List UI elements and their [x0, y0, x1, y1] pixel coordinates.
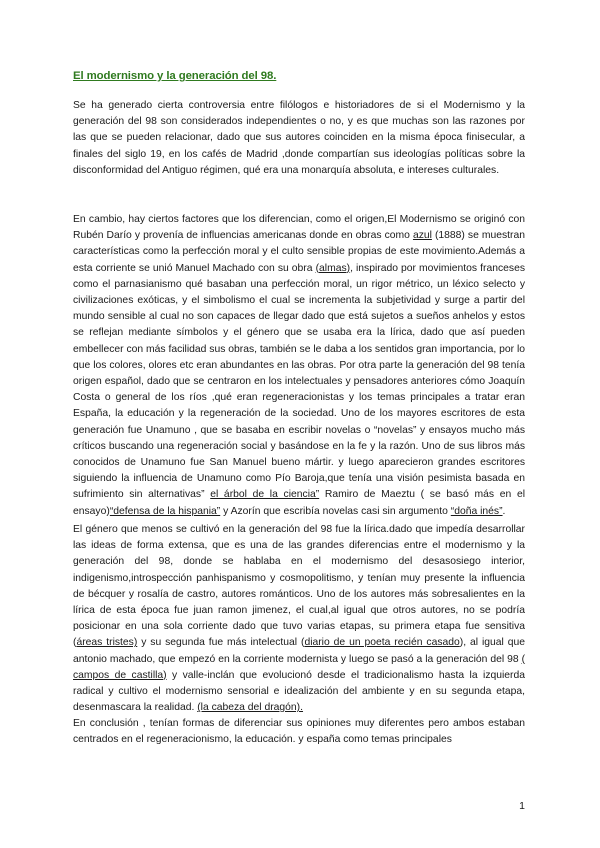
work-title-azul: azul: [412, 230, 432, 242]
work-title-campos-de-castilla: ( campos de castilla): [73, 653, 526, 681]
p3-text-4: y valle-inclán que evolucionó desde el tradicionalismo hasta la izquierda radical y cultivo el modernismo sensorial e idealización del ambiente y en su segunda etapa, desenmascara la realidad.: [73, 669, 525, 714]
p2-text-5: y Azorín que escribía novelas casi sin argumento: [223, 505, 448, 517]
work-title-la-cabeza-del-dragon: (la cabeza del dragón).: [197, 702, 304, 714]
p3-text-2: y su segunda fue más intelectual (: [141, 637, 305, 649]
p2-text-4: Ramiro de Maeztu ( se basó más en el ensayo): [73, 489, 525, 517]
work-title-defensa-de-la-hispania: “defensa de la hispania”: [109, 505, 221, 517]
p2-text-1: En cambio, hay ciertos factores que los diferencian, como el origen,El Modernismo se originó con Rubén Darío y provenía de influencias americanas donde en obras como: [73, 214, 525, 242]
p2-text-6: .: [502, 505, 506, 517]
work-title-diario-de-un-poeta: diario de un poeta recién casado: [304, 637, 460, 649]
p2-text-3: , inspirado por movimientos franceses como el parnasianismo qué basaban una perfección moral, un rigor métrico, un léxico selecto y civilizaciones exóticas, y el simbolismo el cual se incrementa la subjetividad y surge a partir del mundo sensible al cual no son capaces de llegar dado que está sujetos a sueños anhelos y estos se reflejan mediante símbolos y el género que se usaba era la lírica, dado que así pueden embellecer con más facilidad sus obras, también se le daba a los sentidos gran importancia, por lo que los colores, olores etc eran abundantes en las obras. Por otra parte la generación del 98 tenía origen español, dado que se centraron en los intelectuales y pensadores anteriores cómo Joaquín Costa o general de los ríos ,qué eran regeneracionistas y los temas principales a tratar eran España, la educación y la regeneración de la sociedad. Uno de los mayores escritores de esta generación fue Unamuno , que se basaba en escribir novelas o “novelas” y ensayos mucho más críticos buscando una regeneración social y basándose en la fe y la razón. Uno de sus libros más conocidos de Unamuno fue San Manuel bueno mártir. y luego aparecieron grandes escritores siguiendo la influencia de Unamuno como Pío Baroja,que tenía una visión pesimista basada en sufrimiento sin alternativas”: [73, 262, 525, 501]
paragraph-intro-text: Se ha generado cierta controversia entre filólogos e historiadores de si el Modernismo y la generación del 98 son considerados independientes o no, y es que muchas son las razones por las que se pueden relacionar, dado que sus autores coinciden en la misma época finisecular, a finales del siglo 19, en los cafés de Madrid ,donde compartían sus ideologías políticas sobre la disconformidad del Antiguo régimen, qué era una monarquía absoluta, e intereses culturales.: [73, 100, 525, 176]
work-title-arbol-de-la-ciencia: el árbol de la ciencia”: [210, 489, 320, 501]
work-title-almas: (almas): [315, 262, 351, 274]
p2-text-2: (1888) se muestran características como la perfección moral y el culto sensible propias de este movimiento.Además a esta corriente se unió Manuel Machado con su obra: [73, 230, 525, 274]
p3-text-1: El género que menos se cultivó en la generación del 98 fue la lírica.dado que impedía desarrollar las ideas de forma extensa, que es una de las grandes diferencias entre el modernismo y la generación del 98, donde se hablaba en el modernismo del desasosiego interior, indigenismo,introspección panhispanismo y cosmopolitismo, y tenían muy presente la influencia de bécquer y rosalía de castro, autores románticos. Uno de los autores más sobresalientes en la lírica de esta época fue juan ramon jimenez, el cual,al igual que otros autores, no se podría posicionar en una sola corriente dado que tuvo varias etapas, su primera etapa fue sensitiva (: [73, 524, 525, 649]
page-number: 1: [519, 800, 525, 812]
document-title: El modernismo y la generación del 98.: [73, 70, 277, 82]
paragraph-differences: [73, 212, 525, 520]
paragraph-conclusion-text: En conclusión , tenían formas de diferenciar sus opiniones muy diferentes pero ambos estaban centrados en el regeneracionismo, la educación. y españa como temas principales: [73, 718, 525, 746]
paragraph-conclusion: [73, 716, 525, 748]
work-title-dona-ines: “doña inés”: [450, 505, 503, 517]
paragraph-lyric: [73, 522, 525, 716]
p3-text-3: ), al igual que antonio machado, que empezó en la corriente modernista y luego se pasó a la generación del 98: [73, 637, 525, 665]
paragraph-intro: [73, 98, 525, 179]
work-title-areas-tristes: áreas tristes): [76, 637, 138, 649]
